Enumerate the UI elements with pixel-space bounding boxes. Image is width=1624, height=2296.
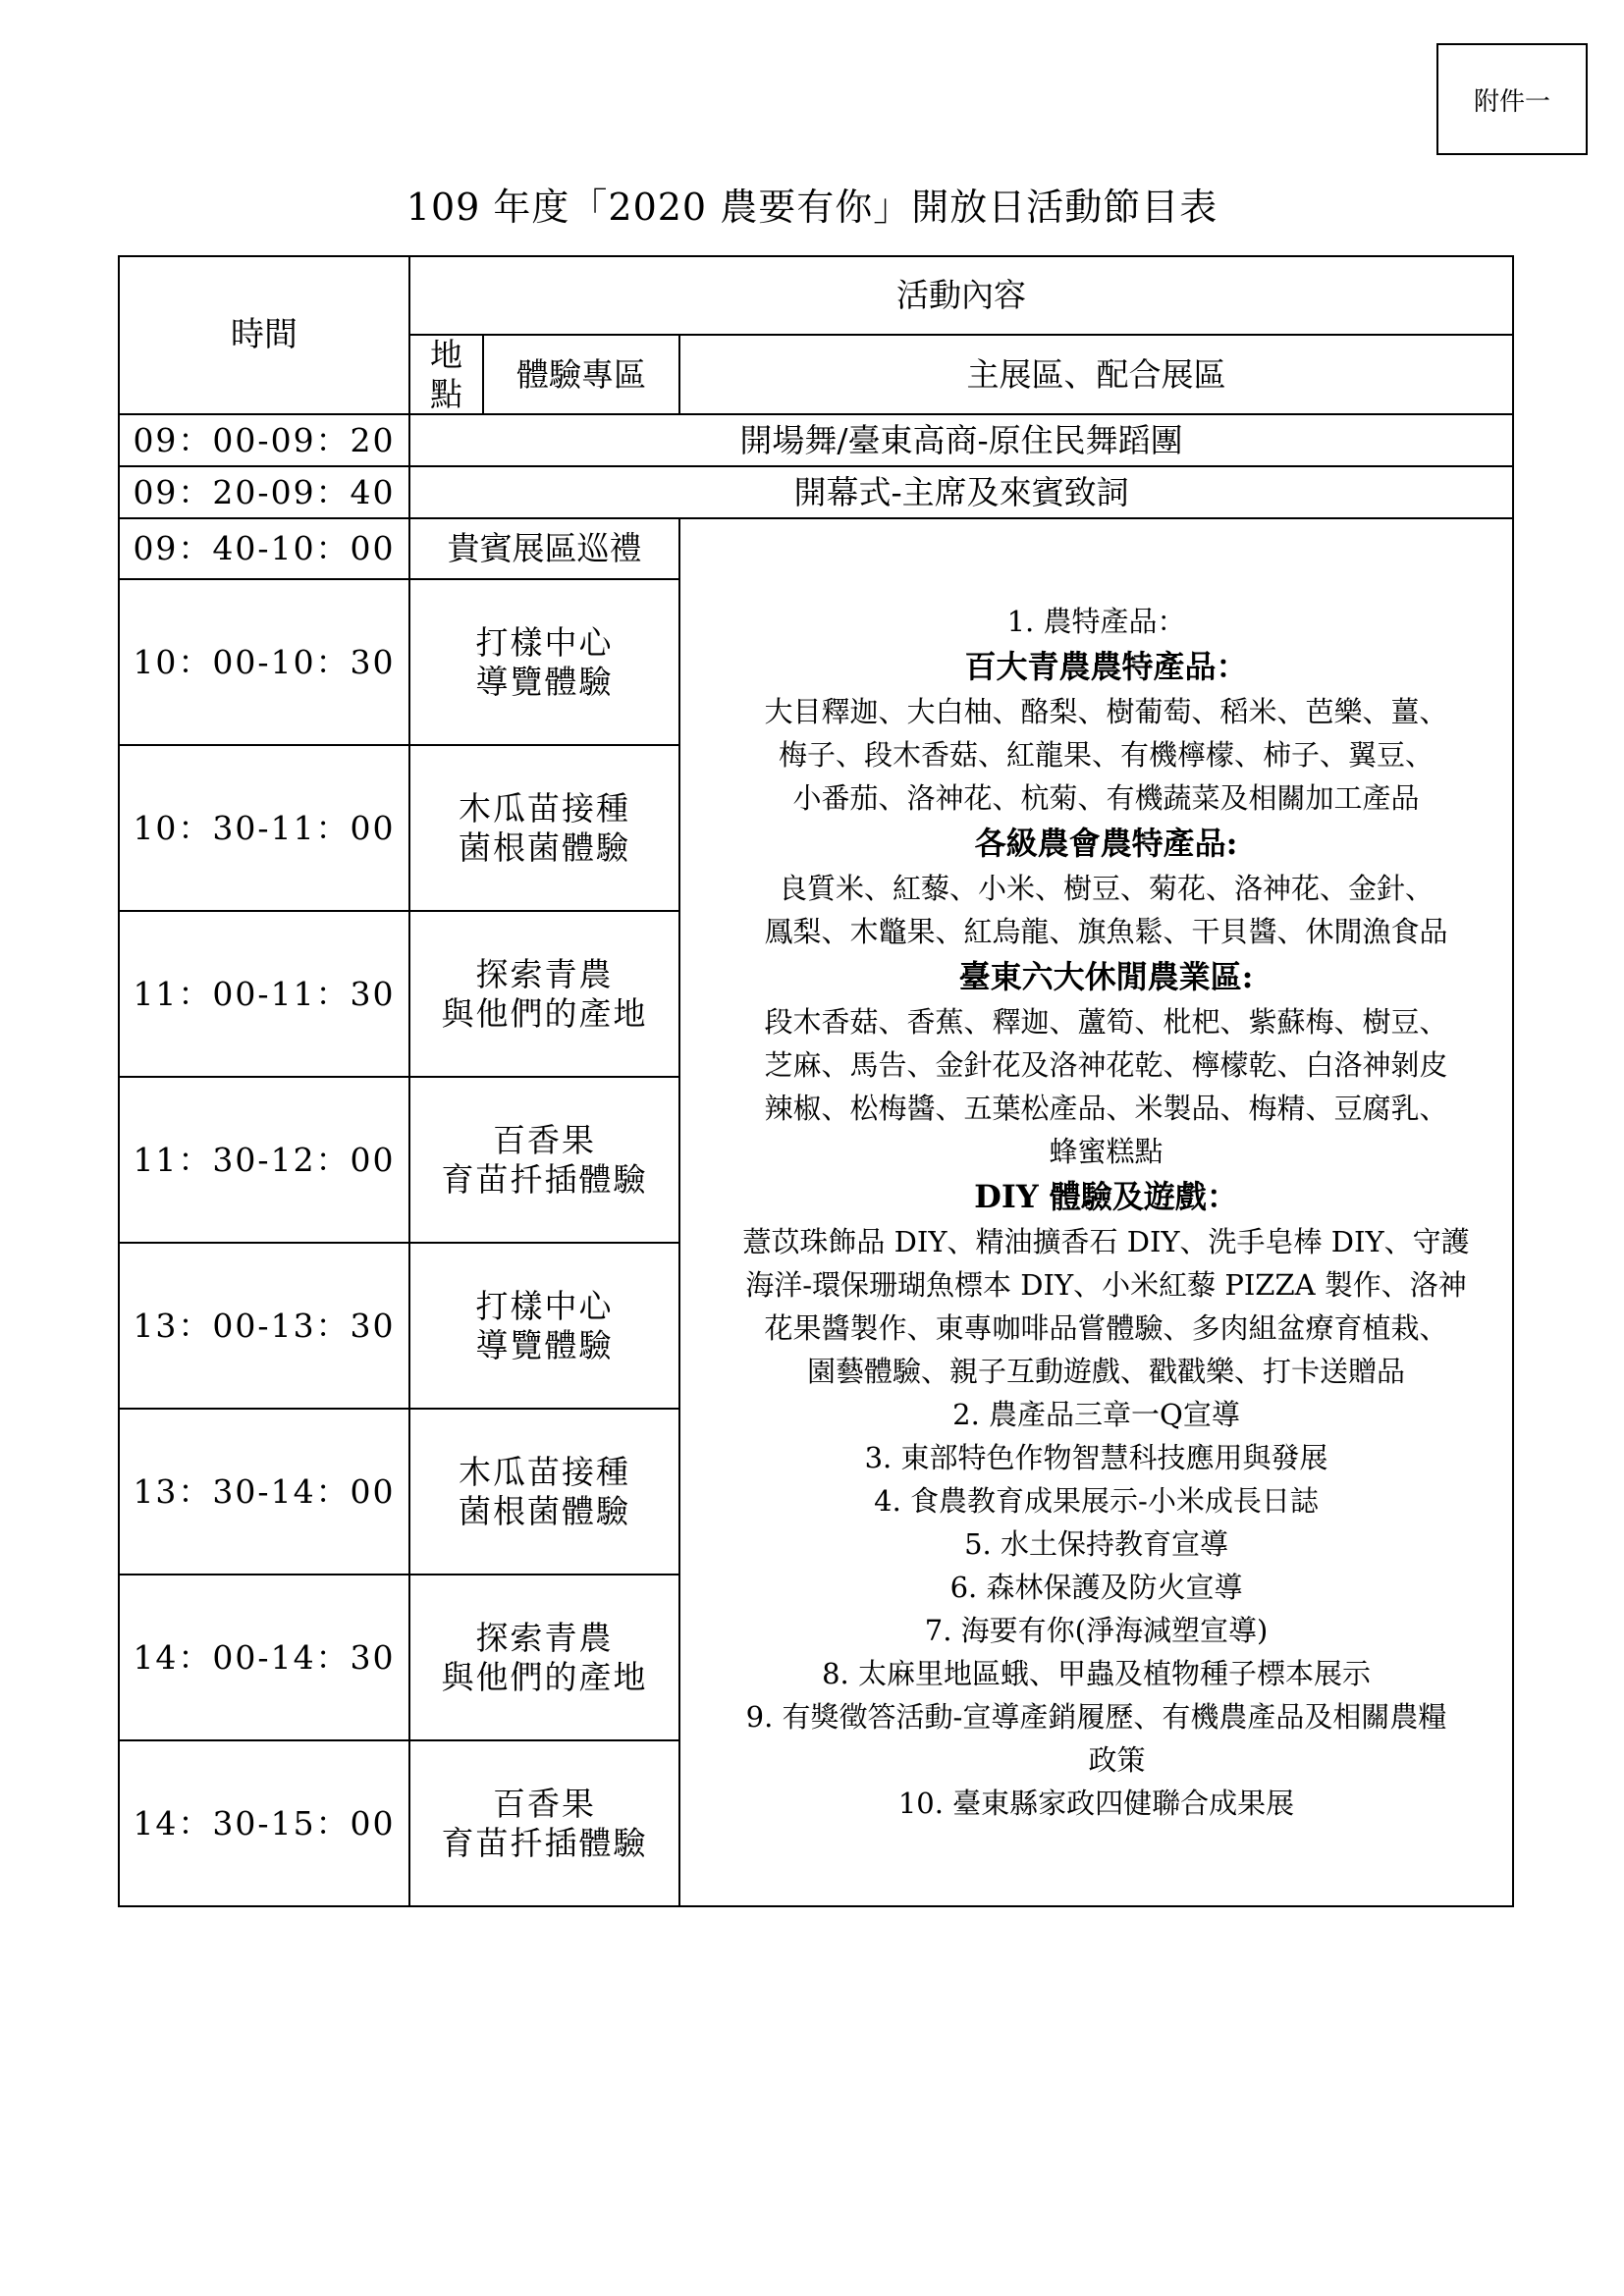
activity-cell: 開場舞/臺東高商-原住民舞蹈團 — [409, 414, 1513, 466]
content-item: 3. 東部特色作物智慧科技應用與發展 — [864, 1441, 1328, 1475]
content-item: 1. 農特產品： — [1006, 605, 1186, 639]
content-detail: 大目釋迦、大白柚、酪梨、樹葡萄、稻米、芭樂、薑、 梅子、段木香菇、紅龍果、有機檸檬、柿子、翼豆、 小番茄、洛神花、杭菊、有機蔬菜及相關加工產品 — [764, 695, 1448, 816]
content-item: 8. 太麻里地區蛾、甲蟲及植物種子標本展示 — [822, 1657, 1371, 1691]
time-cell: 13：30-14：00 — [119, 1409, 409, 1575]
content-item: 9. 有獎徵答活動-宣導產銷履歷、有機農產品及相關農糧 — [745, 1700, 1447, 1735]
time-cell: 14：00-14：30 — [119, 1575, 409, 1740]
content-item: 5. 水土保持教育宣導 — [964, 1527, 1228, 1562]
content-subheading: 臺東六大休閒農業區: — [958, 958, 1254, 996]
content-subheading: 各級農會農特產品: — [974, 825, 1238, 863]
time-cell: 10：00-10：30 — [119, 579, 409, 745]
content-item-continued: 政策 — [1088, 1743, 1146, 1778]
content-item: 2. 農產品三章一Q宣導 — [952, 1398, 1240, 1432]
experience-zone-cell: 木瓜苗接種 菌根菌體驗 — [409, 745, 679, 911]
header-experience-zone: 體驗專區 — [483, 335, 679, 414]
attachment-label: 附件一 — [1436, 43, 1588, 155]
content-item: 4. 食農教育成果展示-小米成長日誌 — [874, 1484, 1319, 1519]
time-cell: 10：30-11：00 — [119, 745, 409, 911]
experience-zone-cell: 探索青農 與他們的產地 — [409, 911, 679, 1077]
main-zone-content — [679, 518, 1513, 1906]
experience-zone-cell: 百香果 育苗扦插體驗 — [409, 1077, 679, 1243]
time-cell: 11：30-12：00 — [119, 1077, 409, 1243]
content-subheading: 百大青農農特產品： — [964, 648, 1248, 686]
content-item: 10. 臺東縣家政四健聯合成果展 — [897, 1787, 1295, 1821]
schedule-table — [118, 255, 1514, 1907]
experience-zone-cell: 打樣中心 導覽體驗 — [409, 1243, 679, 1409]
document-title: 109 年度「2020 農要有你」開放日活動節目表 — [406, 186, 1218, 229]
time-cell: 14：30-15：00 — [119, 1740, 409, 1906]
header-location: 地點 — [409, 335, 483, 414]
time-cell: 11：00-11：30 — [119, 911, 409, 1077]
content-item: 7. 海要有你(淨海減塑宣導) — [924, 1614, 1269, 1648]
experience-zone-cell: 木瓜苗接種 菌根菌體驗 — [409, 1409, 679, 1575]
experience-zone-cell: 探索青農 與他們的產地 — [409, 1575, 679, 1740]
header-activity-content: 活動內容 — [409, 256, 1513, 335]
content-detail: 段木香菇、香蕉、釋迦、蘆筍、枇杷、紫蘇梅、樹豆、 芝麻、馬告、金針花及洛神花乾、檸檬乾、白洛神剝皮 辣椒、松梅醬、五葉松產品、米製品、梅精、豆腐乳、 蜂蜜糕點 — [764, 1005, 1448, 1169]
content-detail: 良質米、紅藜、小米、樹豆、菊花、洛神花、金針、 鳳梨、木鼈果、紅烏龍、旗魚鬆、干貝醬、休閒漁食品 — [764, 872, 1448, 949]
content-item: 6. 森林保護及防火宣導 — [949, 1571, 1243, 1605]
activity-cell: 開幕式-主席及來賓致詞 — [409, 466, 1513, 518]
experience-zone-cell: 打樣中心 導覽體驗 — [409, 579, 679, 745]
experience-zone-cell: 百香果 育苗扦插體驗 — [409, 1740, 679, 1906]
time-cell: 09：20-09：40 — [119, 466, 409, 518]
time-cell: 13：00-13：30 — [119, 1243, 409, 1409]
time-cell: 09：00-09：20 — [119, 414, 409, 466]
header-main-zone: 主展區、配合展區 — [679, 335, 1513, 414]
header-time: 時間 — [119, 256, 409, 414]
content-detail: 薏苡珠飾品 DIY、精油擴香石 DIY、洗手皂棒 DIY、守護 海洋-環保珊瑚魚標本 DIY、小米紅藜 PIZZA 製作、洛神 花果醬製作、東專咖啡品嘗體驗、多肉組盆療育植栽、 園藝體驗、親子互動遊戲、戳戳樂、打卡送贈品 — [742, 1225, 1470, 1389]
content-subheading: DIY 體驗及遊戲： — [974, 1178, 1238, 1216]
experience-zone-cell: 貴賓展區巡禮 — [409, 518, 679, 579]
time-cell: 09：40-10：00 — [119, 518, 409, 579]
